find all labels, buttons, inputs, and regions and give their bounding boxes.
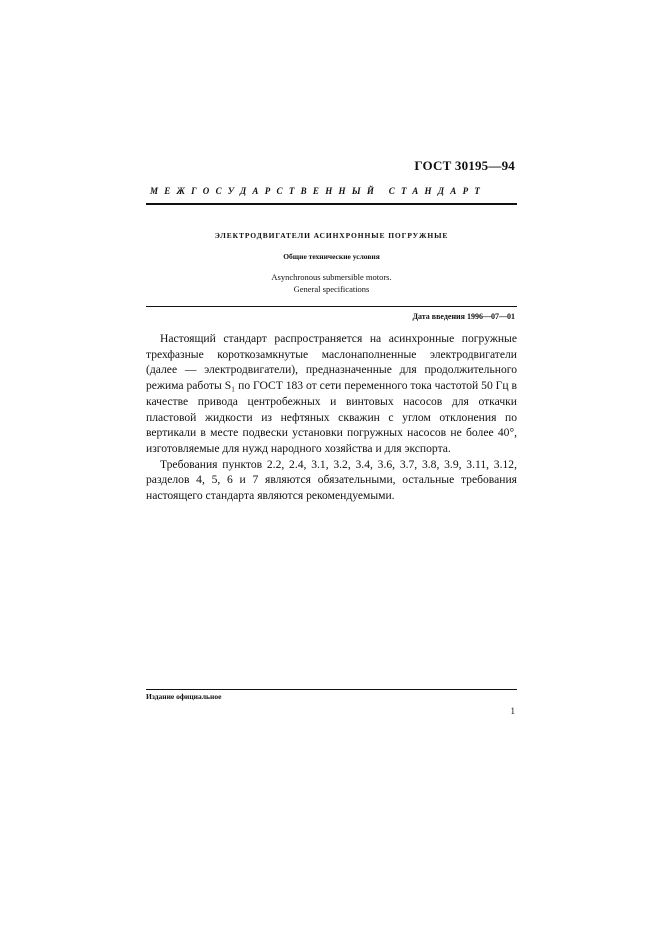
body-paragraph-2: Требования пунктов 2.2, 2.4, 3.1, 3.2, 3.4, 3.6, 3.7, 3.8, 3.9, 3.11, 3.12, разделов 4, 5, 6 и 7 являются обязательными, остальные требования настоящего стандарта являются рекомендуемыми. — [146, 457, 517, 503]
introduction-date: Дата введения 1996—07—01 — [412, 312, 515, 321]
page-number: 1 — [510, 706, 515, 716]
document-subtitle: Общие технические условия — [283, 252, 380, 261]
english-title-line-2: General specifications — [293, 284, 370, 294]
edition-label: Издание официальное — [146, 692, 222, 701]
top-divider — [146, 203, 517, 205]
gost-number: ГОСТ 30195—94 — [414, 158, 515, 173]
english-title — [146, 271, 517, 295]
document-title: ЭЛЕКТРОДВИГАТЕЛИ АСИНХРОННЫЕ ПОГРУЖНЫЕ — [214, 231, 449, 240]
interstate-standard-label: МЕЖГОСУДАРСТВЕННЫЙ СТАНДАРТ — [150, 186, 487, 196]
title-divider — [146, 306, 517, 307]
footer-divider — [146, 689, 517, 690]
body-text — [146, 331, 517, 504]
body-paragraph-1: Настоящий стандарт распространяется на асинхронные погружные трехфазные короткозамкнутые маслонаполненные электродвигатели (далее — электродвигатели), предназначенные для продолжительного режима работы S₁ по ГОСТ 183 от сети переменного тока частотой 50 Гц в качестве привода центробежных и винтовых насосов для откачки пластовой жидкости из нефтяных скважин с углом отклонения по вертикали в месте подвески установки погружных насосов не более 40°, изготовляемые для нужд народного хозяйства и для экспорта. — [146, 332, 517, 455]
english-title-line-1: Asynchronous submersible motors. — [271, 272, 392, 282]
